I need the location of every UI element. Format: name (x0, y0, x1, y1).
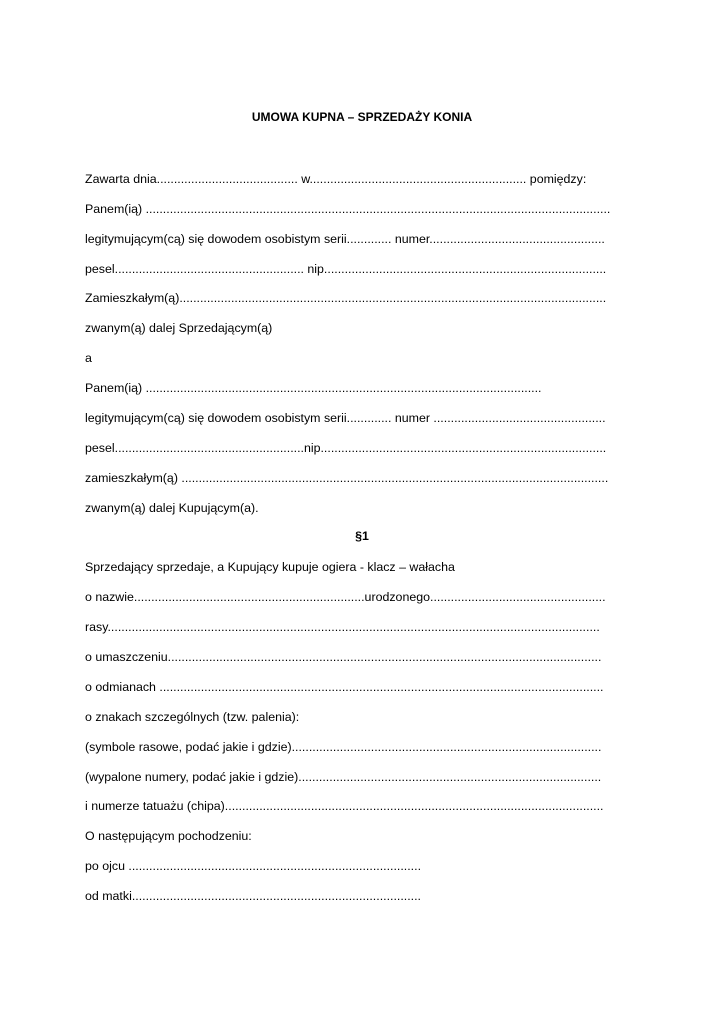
buyer-id-line: legitymującym(cą) się dowodem osobistym serii............. numer .................................................. (85, 411, 606, 425)
pedigree-heading-line: O następującym pochodzeniu: (85, 829, 252, 843)
seller-address-line: Zamieszkałym(ą)............................................................................................................................ (85, 291, 607, 305)
contract-date-line: Zawarta dnia......................................... w............................................................... pomiędzy: (85, 172, 587, 186)
document-title: UMOWA KUPNA – SPRZEDAŻY KONIA (251, 110, 473, 124)
dam-line: od matki.................................................................................... (85, 889, 421, 903)
sale-statement-line: Sprzedający sprzedaje, a Kupujący kupuje ogiera - klacz – wałacha (85, 560, 455, 574)
seller-id-line: legitymującym(cą) się dowodem osobistym serii............. numer................................................... (85, 232, 605, 246)
buyer-pesel-nip-line: pesel.......................................................nip................................................................................... (85, 441, 607, 455)
breed-symbols-line: (symbole rasowe, podać jakie i gdzie).......................................................................................... (85, 740, 602, 754)
horse-breed-line: rasy............................................................................................................................................... (85, 620, 600, 634)
tattoo-chip-line: i numerze tatuażu (chipa).............................................................................................................. (85, 799, 604, 813)
seller-pesel-nip-line: pesel....................................................... nip.................................................................................. (85, 262, 607, 276)
horse-brands-heading-line: o znakach szczególnych (tzw. palenia): (85, 710, 300, 724)
sire-line: po ojcu ..................................................................................... (85, 859, 422, 873)
seller-designation-line: zwanym(ą) dalej Sprzedającym(ą) (85, 321, 273, 335)
buyer-address-line: zamieszkałym(ą) ............................................................................................................................ (85, 471, 609, 485)
horse-name-birth-line: o nazwie...................................................................urodzonego................................................... (85, 590, 606, 604)
seller-name-line: Panem(ią) ....................................................................................................................................... (85, 202, 611, 216)
horse-coat-line: o umaszczeniu.............................................................................................................................. (85, 650, 602, 664)
conjunction-line: a (85, 351, 92, 365)
buyer-name-line: Panem(ią) ................................................................................................................... (85, 381, 542, 395)
branded-numbers-line: (wypalone numery, podać jakie i gdzie)........................................................................................ (85, 770, 602, 784)
buyer-designation-line: zwanym(ą) dalej Kupującym(a). (85, 501, 259, 515)
horse-markings-line: o odmianach ................................................................................................................................. (85, 680, 604, 694)
section-1-heading: §1 (355, 529, 369, 543)
